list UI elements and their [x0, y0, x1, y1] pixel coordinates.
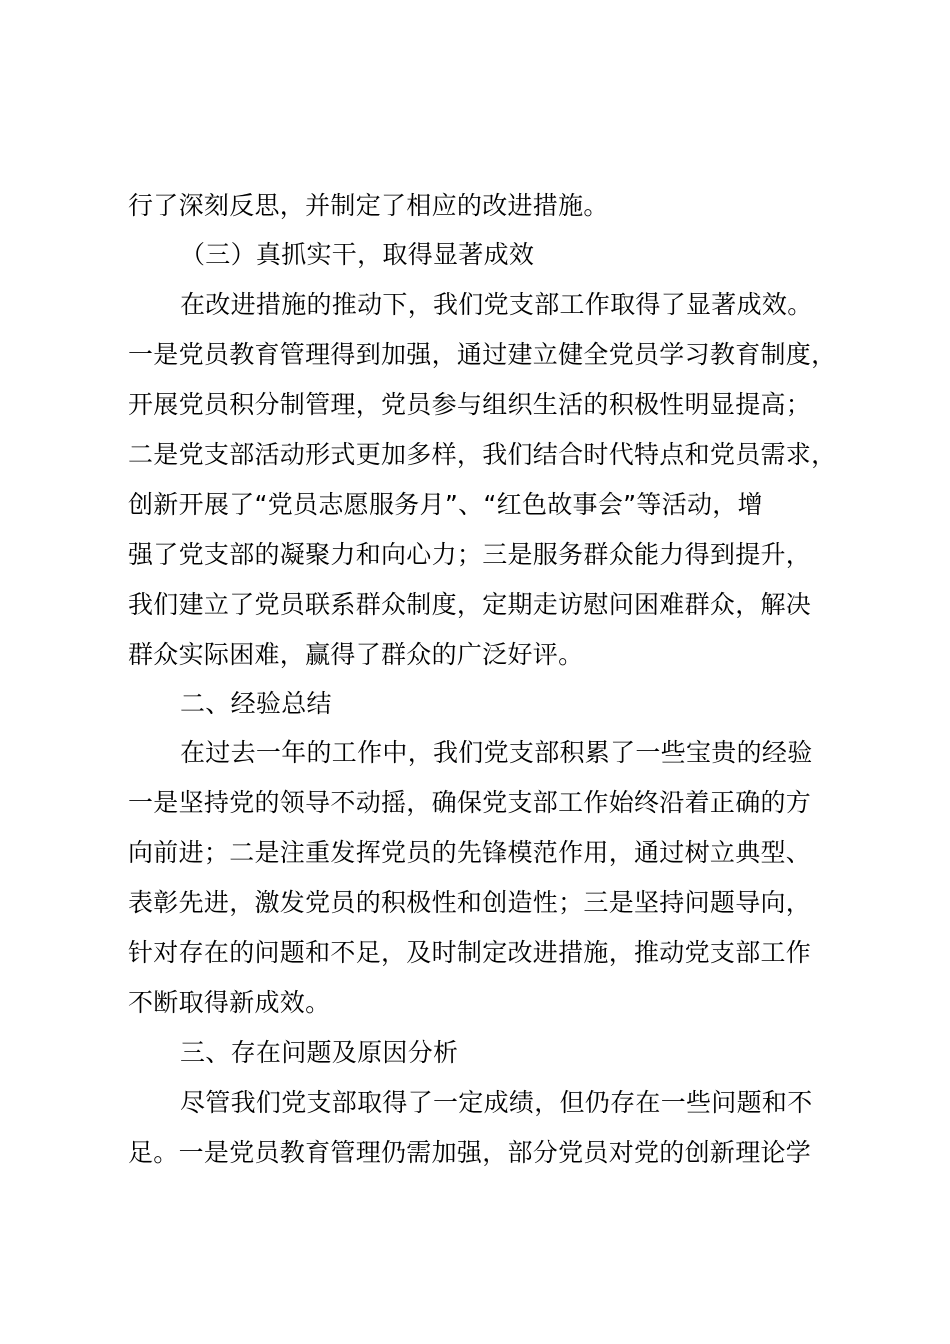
paragraph-line: 足。一是党员教育管理仍需加强，部分党员对党的创新理论学: [128, 1138, 812, 1167]
paragraph-line: 二是党支部活动形式更加多样，我们结合时代特点和党员需求，: [128, 440, 837, 469]
paragraph-line: 创新开展了“党员志愿服务月”、“红色故事会”等活动，增: [128, 490, 763, 519]
paragraph-line: 针对存在的问题和不足，及时制定改进措施，推动党支部工作: [128, 938, 812, 967]
section-heading: （三）真抓实干，取得显著成效: [180, 240, 535, 269]
paragraph-line: 向前进；二是注重发挥党员的先锋模范作用，通过树立典型、: [128, 838, 812, 867]
paragraph-line: 不断取得新成效。: [128, 988, 331, 1017]
paragraph-line: 表彰先进，激发党员的积极性和创造性；三是坚持问题导向，: [128, 888, 812, 917]
paragraph-line: 行了深刻反思，并制定了相应的改进措施。: [128, 191, 609, 220]
paragraph-line: 开展党员积分制管理，党员参与组织生活的积极性明显提高；: [128, 390, 812, 419]
paragraph-line: 群众实际困难，赢得了群众的广泛好评。: [128, 640, 584, 669]
paragraph-line: 尽管我们党支部取得了一定成绩，但仍存在一些问题和不: [180, 1088, 813, 1117]
paragraph-line: 一是坚持党的领导不动摇，确保党支部工作始终沿着正确的方: [128, 788, 812, 817]
paragraph-line: 强了党支部的凝聚力和向心力；三是服务群众能力得到提升，: [128, 540, 812, 569]
paragraph-line: 一是党员教育管理得到加强，通过建立健全党员学习教育制度，: [128, 340, 837, 369]
paragraph-line: 在改进措施的推动下，我们党支部工作取得了显著成效。: [180, 290, 813, 319]
paragraph-line: 我们建立了党员联系群众制度，定期走访慰问困难群众，解决: [128, 590, 812, 619]
paragraph-line: 在过去一年的工作中，我们党支部积累了一些宝贵的经验: [180, 738, 813, 767]
section-heading: 三、存在问题及原因分析: [180, 1038, 459, 1067]
section-heading: 二、经验总结: [180, 689, 332, 718]
